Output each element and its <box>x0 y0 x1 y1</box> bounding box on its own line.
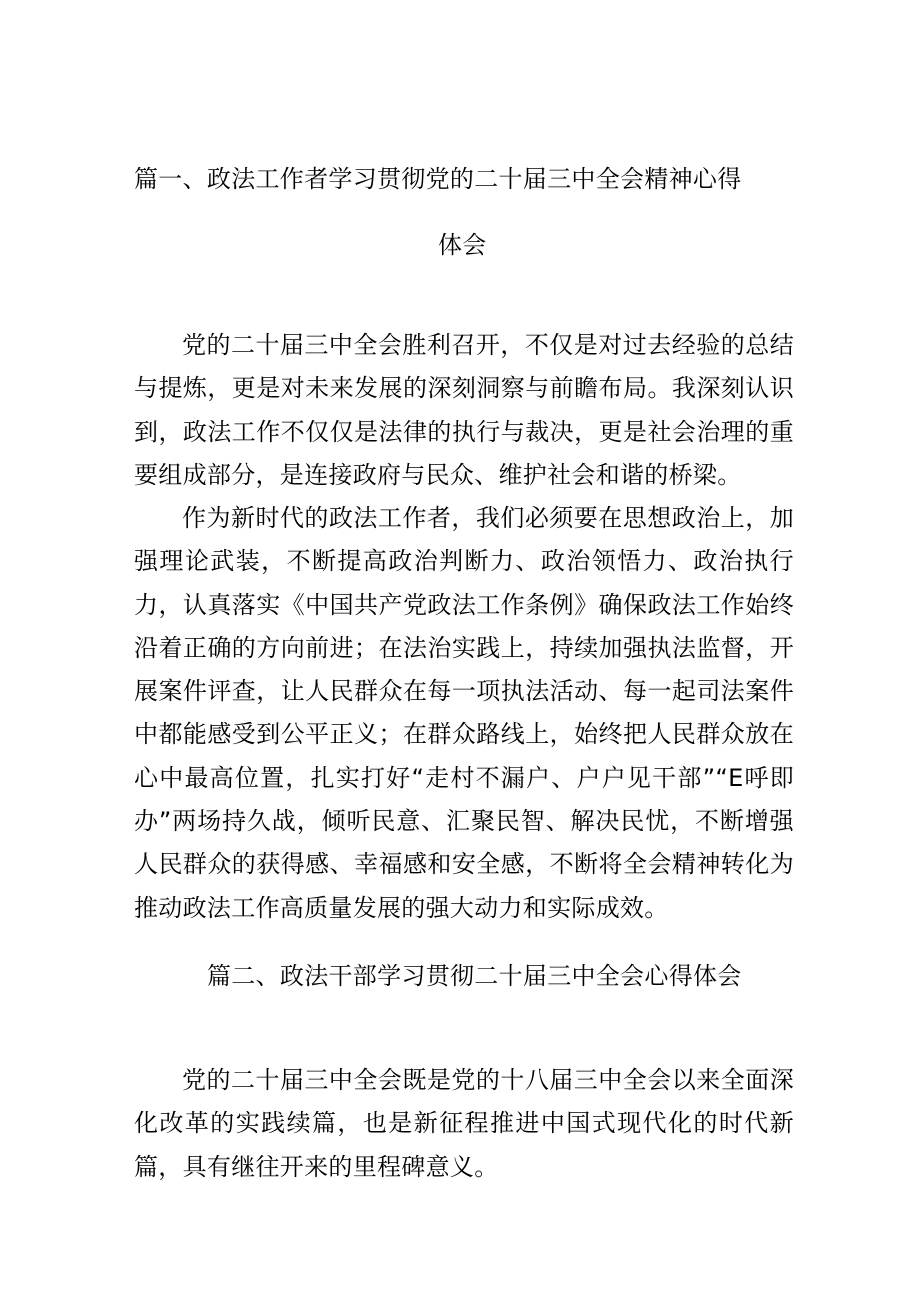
section1-paragraph-2: 作为新时代的政法工作者，我们必须要在思想政治上，加强理论武装，不断提高政治判断力、政治领悟力、政治执行力，认真落实《中国共产党政法工作条例》确保政法工作始终沿着正确的方向前进；在法治实践上，持续加强执法监督，开展案件评查，让人民群众在每一项执法活动、每一起司法案件中都能感受到公平正义；在群众路线上，始终把人民群众放在心中最高位置，扎实打好“走村不漏户、户户见干部”“E呼即办”两场持久战，倾听民意、汇聚民智、解决民忧，不断增强人民群众的获得感、幸福感和安全感，不断将全会精神转化为推动政法工作高质量发展的强大动力和实际成效。 <box>134 504 794 922</box>
section1-paragraph-1: 党的二十届三中全会胜利召开，不仅是对过去经验的总结与提炼，更是对未来发展的深刻洞察与前瞻布局。我深刻认识到，政法工作不仅仅是法律的执行与裁决，更是社会治理的重要组成部分，是连接政府与民众、维护社会和谐的桥梁。 <box>134 331 794 489</box>
section2-paragraph-1: 党的二十届三中全会既是党的十八届三中全会以来全面深化改革的实践续篇，也是新征程推进中国式现代化的时代新篇，具有继往开来的里程碑意义。 <box>134 1066 794 1181</box>
section2-title: 篇二、政法干部学习贯彻二十届三中全会心得体会 <box>207 962 742 990</box>
section1-title-line1: 篇一、政法工作者学习贯彻党的二十届三中全会精神心得 <box>134 165 742 193</box>
section1-title-line2: 体会 <box>438 231 487 259</box>
